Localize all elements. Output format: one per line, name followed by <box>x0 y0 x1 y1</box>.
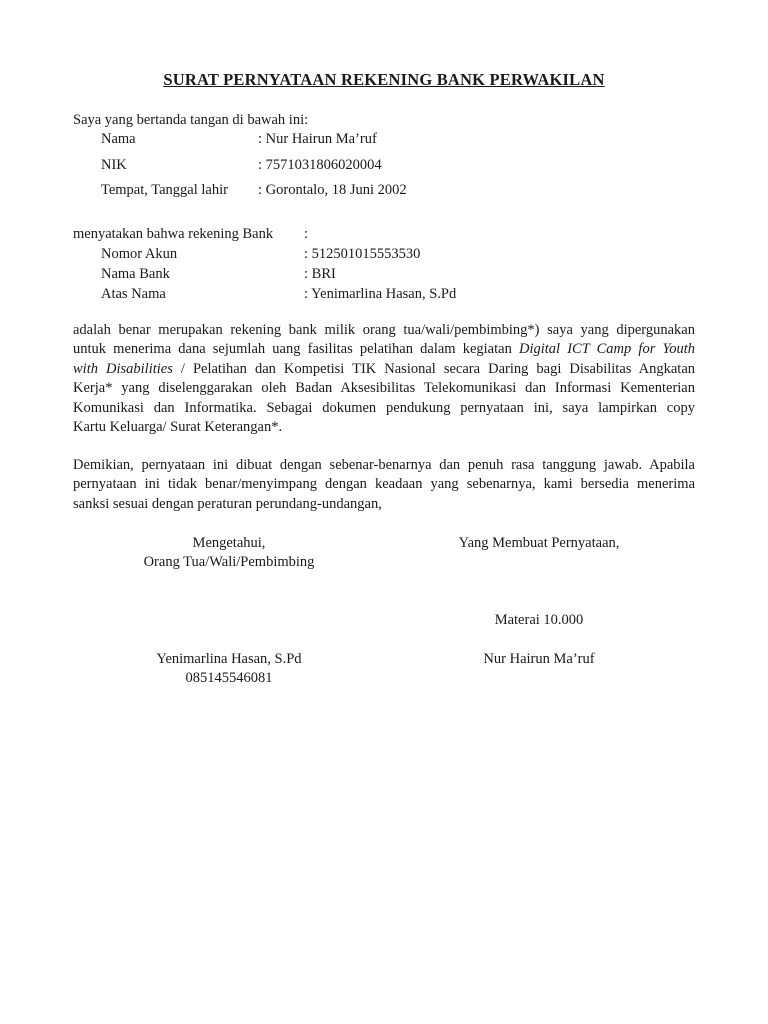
right-heading-declarant: Yang Membuat Pernyataan, <box>458 535 620 551</box>
statement-text: untuk menerima dana sejumlah uang fasilitas pelatihan dalam kegiatan <box>73 341 519 358</box>
statement-line: Kerja* yang diselenggarakan oleh Badan Aksesibilitas Telekomunikasi dan Informasi Kementerian <box>73 380 695 397</box>
statement-line: adalah benar merupakan rekening bank milik orang tua/wali/pembimbing*) saya yang dipergunakan <box>73 322 695 338</box>
statement-text: / Pelatihan dan Kompetisi TIK Nasional secara Daring bagi Disabilitas Angkatan <box>172 360 696 377</box>
right-signatory-name: Nur Hairun Ma’ruf <box>483 651 595 667</box>
bank-value-bank: : BRI <box>304 266 336 282</box>
bank-value-holder: : Yenimarlina Hasan, S.Pd <box>304 286 457 302</box>
program-name-italic: with Disabilities <box>73 360 173 377</box>
document-title: SURAT PERNYATAAN REKENING BANK PERWAKILAN <box>163 70 605 89</box>
bank-intro-text: menyatakan bahwa rekening Bank <box>73 226 274 242</box>
statement-line: Komunikasi dan Informatika. Sebagai dokumen pendukung pernyataan ini, saya lampirkan copy <box>73 399 695 416</box>
left-signatory-phone: 085145546081 <box>185 670 273 686</box>
stamp-duty-label: Materai 10.000 <box>494 612 584 628</box>
bank-label-account: Nomor Akun <box>101 246 178 262</box>
intro-text: Saya yang bertanda tangan di bawah ini: <box>73 112 309 128</box>
bank-label-holder: Atas Nama <box>101 286 166 302</box>
left-signatory-name: Yenimarlina Hasan, S.Pd <box>156 651 302 667</box>
closing-line: sanksi sesuai dengan peraturan perundang-undangan, <box>73 495 382 512</box>
statement-line <box>73 340 695 359</box>
bank-value-account: : 512501015553530 <box>304 246 421 262</box>
left-heading-acknowledged: Mengetahui, <box>192 535 266 551</box>
closing-line: pernyataan ini tidak benar/menyimpang dengan keadaan yang sebenarnya, kami bersedia menerima <box>73 476 695 493</box>
closing-paragraph <box>73 456 695 514</box>
identity-value-birth: : Gorontalo, 18 Juni 2002 <box>258 182 407 198</box>
identity-label-nik: NIK <box>101 157 127 173</box>
bank-label-bank: Nama Bank <box>101 266 170 282</box>
bank-intro-colon: : <box>304 226 309 242</box>
program-name-italic: Digital ICT Camp for Youth <box>518 341 695 358</box>
statement-line: Kartu Keluarga/ Surat Keterangan*. <box>73 419 283 436</box>
identity-value-name: : Nur Hairun Ma’ruf <box>258 131 377 147</box>
statement-paragraph <box>73 321 695 437</box>
identity-value-nik: : 7571031806020004 <box>258 157 382 173</box>
identity-label-name: Nama <box>101 131 136 147</box>
statement-line <box>73 360 695 379</box>
identity-label-birth: Tempat, Tanggal lahir <box>101 182 228 198</box>
left-heading-guardian: Orang Tua/Wali/Pembimbing <box>143 554 315 570</box>
closing-line: Demikian, pernyataan ini dibuat dengan sebenar-benarnya dan penuh rasa tanggung jawab. Apabila <box>73 457 695 473</box>
